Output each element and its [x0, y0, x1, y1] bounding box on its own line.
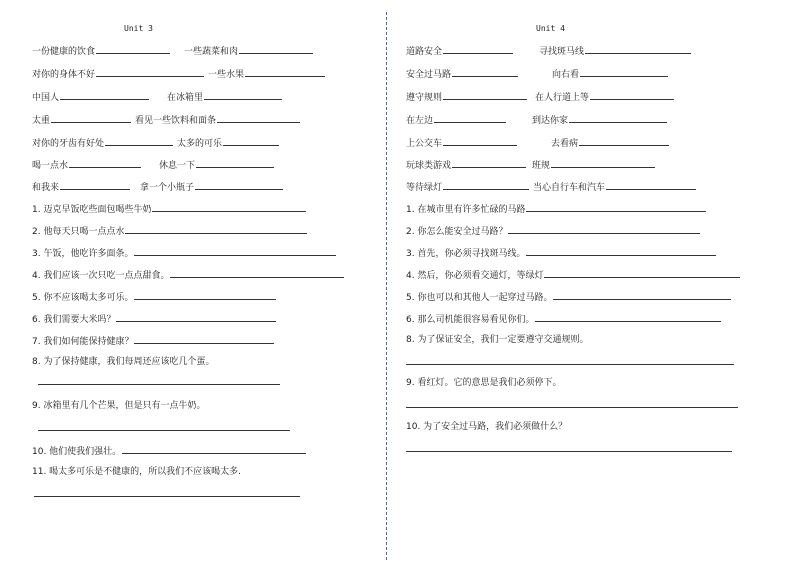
answer-blank[interactable] — [152, 202, 306, 212]
sentence-text: 6. 我们需要大米吗？ — [32, 315, 116, 325]
sentence-text: 8. 为了保证安全，我们一定要遵守交通规则。 — [406, 335, 589, 345]
answer-blank[interactable] — [508, 224, 700, 234]
phrase-label: 对你的身体不好 — [32, 70, 96, 80]
unit4-phrase-row — [406, 44, 691, 58]
unit4-phrase-row — [406, 158, 655, 172]
sentence-text: 11. 喝太多可乐是不健康的，所以我们不应该喝太多. — [32, 467, 242, 477]
answer-line[interactable] — [406, 407, 738, 408]
answer-blank[interactable] — [217, 113, 300, 123]
answer-blank[interactable] — [544, 268, 740, 278]
answer-blank[interactable] — [122, 444, 306, 454]
answer-line[interactable] — [34, 496, 300, 497]
sentence-text: 2. 他每天只喝一点点水 — [32, 227, 125, 237]
answer-blank[interactable] — [134, 246, 336, 256]
answer-line[interactable] — [38, 384, 280, 385]
phrase-label: 拿一个小瓶子 — [140, 183, 195, 193]
answer-blank[interactable] — [443, 136, 517, 146]
unit3-phrase-row — [32, 113, 300, 127]
unit4-phrase-row — [406, 180, 696, 194]
phrase-label: 太多的可乐 — [177, 139, 223, 149]
answer-blank[interactable] — [434, 113, 506, 123]
unit3-sentence — [32, 356, 214, 368]
sentence-text: 8. 为了保持健康，我们每周还应该吃几个蛋。 — [32, 357, 215, 367]
answer-blank[interactable] — [535, 312, 721, 322]
unit4-sentence — [406, 290, 731, 304]
answer-blank[interactable] — [204, 90, 282, 100]
sentence-text: 9. 冰箱里有几个芒果，但是只有一点牛奶。 — [32, 401, 206, 411]
unit4-phrase-row — [406, 67, 668, 81]
unit3-sentence — [32, 466, 241, 478]
unit3-phrase-row — [32, 44, 313, 58]
phrase-label: 道路安全 — [406, 47, 443, 57]
unit3-phrase-row — [32, 67, 325, 81]
phrase-label: 看见一些饮料和面条 — [135, 116, 217, 126]
unit4-sentence — [406, 224, 700, 238]
phrase-label: 在冰箱里 — [167, 93, 204, 103]
unit4-phrase-row — [406, 136, 669, 150]
answer-blank[interactable] — [69, 158, 141, 168]
unit3-sentence — [32, 290, 276, 304]
unit3-phrase-row — [32, 90, 282, 104]
answer-blank[interactable] — [245, 67, 325, 77]
unit3-sentence — [32, 224, 307, 238]
answer-blank[interactable] — [96, 67, 204, 77]
answer-blank[interactable] — [579, 136, 669, 146]
sentence-text: 10. 他们使我们强壮。 — [32, 447, 122, 457]
phrase-label: 向右看 — [552, 70, 580, 80]
phrase-label: 玩球类游戏 — [406, 161, 452, 171]
unit3-sentence — [32, 334, 274, 348]
sentence-text: 1. 在城市里有许多忙碌的马路 — [406, 205, 526, 215]
unit4-sentence — [406, 421, 567, 433]
answer-blank[interactable] — [452, 67, 518, 77]
unit4-sentence — [406, 312, 721, 326]
unit4-phrase-row — [406, 90, 674, 104]
answer-blank[interactable] — [526, 246, 716, 256]
answer-blank[interactable] — [134, 290, 276, 300]
sentence-text: 3. 午饭，他吃许多面条。 — [32, 249, 134, 259]
unit4-sentence — [406, 377, 561, 389]
phrase-label: 中国人 — [32, 93, 60, 103]
phrase-label: 去看病 — [551, 139, 579, 149]
unit4-phrase-row — [406, 113, 667, 127]
answer-line[interactable] — [38, 430, 290, 431]
answer-blank[interactable] — [60, 90, 149, 100]
answer-blank[interactable] — [580, 67, 668, 77]
sentence-text: 4. 然后，你必须看交通灯，等绿灯 — [406, 271, 544, 281]
sentence-text: 4. 我们应该一次只吃一点点甜食。 — [32, 271, 170, 281]
answer-blank[interactable] — [195, 180, 283, 190]
answer-blank[interactable] — [553, 290, 731, 300]
unit3-sentence — [32, 246, 336, 260]
answer-blank[interactable] — [239, 44, 313, 54]
answer-blank[interactable] — [96, 44, 170, 54]
phrase-label: 班规 — [532, 161, 551, 171]
sentence-text: 5. 你不应该喝太多可乐。 — [32, 293, 134, 303]
sentence-text: 7. 我们如何能保持健康？ — [32, 337, 134, 347]
unit4-column — [392, 0, 794, 561]
unit3-column — [0, 0, 384, 561]
unit3-sentence — [32, 444, 306, 458]
phrase-label: 遵守规则 — [406, 93, 443, 103]
answer-line[interactable] — [406, 451, 732, 452]
phrase-label: 上公交车 — [406, 139, 443, 149]
phrase-label: 等待绿灯 — [406, 183, 443, 193]
sentence-text: 10. 为了安全过马路，我们必须做什么？ — [406, 422, 568, 432]
unit4-sentence — [406, 268, 740, 282]
answer-blank[interactable] — [223, 136, 279, 146]
answer-blank[interactable] — [196, 158, 274, 168]
answer-blank[interactable] — [125, 224, 307, 234]
unit4-sentence — [406, 246, 716, 260]
unit4-title: Unit 4 — [536, 24, 565, 33]
unit3-sentence — [32, 202, 306, 216]
unit3-phrase-row — [32, 180, 283, 194]
phrase-label: 一些蔬菜和肉 — [184, 47, 239, 57]
unit4-sentence — [406, 334, 588, 346]
phrase-label: 喝一点水 — [32, 161, 69, 171]
phrase-label: 太重 — [32, 116, 51, 126]
phrase-label: 到达你家 — [532, 116, 569, 126]
unit3-phrase-row — [32, 158, 274, 172]
answer-blank[interactable] — [105, 136, 173, 146]
answer-blank[interactable] — [443, 90, 527, 100]
unit3-title: Unit 3 — [124, 24, 153, 33]
unit3-sentence — [32, 268, 344, 282]
answer-blank[interactable] — [606, 180, 696, 190]
column-divider — [386, 12, 387, 560]
answer-blank[interactable] — [51, 113, 131, 123]
phrase-label: 当心自行车和汽车 — [533, 183, 606, 193]
phrase-label: 和我来 — [32, 183, 60, 193]
answer-blank[interactable] — [60, 180, 130, 190]
phrase-label: 在人行道上等 — [535, 93, 590, 103]
unit4-sentence — [406, 202, 706, 216]
sentence-text: 9. 看红灯。它的意思是我们必须停下。 — [406, 378, 562, 388]
sentence-text: 5. 你也可以和其他人一起穿过马路。 — [406, 293, 553, 303]
sentence-text: 2. 你怎么能安全过马路？ — [406, 227, 508, 237]
unit3-phrase-row — [32, 136, 279, 150]
unit3-sentence — [32, 400, 205, 412]
phrase-label: 一份健康的饮食 — [32, 47, 96, 57]
answer-blank[interactable] — [443, 180, 529, 190]
phrase-label: 一些水果 — [208, 70, 245, 80]
phrase-label: 安全过马路 — [406, 70, 452, 80]
answer-blank[interactable] — [116, 312, 276, 322]
answer-blank[interactable] — [443, 44, 513, 54]
answer-blank[interactable] — [134, 334, 274, 344]
answer-blank[interactable] — [569, 113, 667, 123]
sentence-text: 1. 迈克早饭吃些面包喝些牛奶 — [32, 205, 152, 215]
answer-blank[interactable] — [526, 202, 706, 212]
answer-blank[interactable] — [551, 158, 655, 168]
sentence-text: 3. 首先，你必须寻找斑马线。 — [406, 249, 526, 259]
phrase-label: 寻找斑马线 — [539, 47, 585, 57]
answer-line[interactable] — [406, 364, 734, 365]
phrase-label: 休息一下 — [159, 161, 196, 171]
phrase-label: 在左边 — [406, 116, 434, 126]
answer-blank[interactable] — [585, 44, 691, 54]
answer-blank[interactable] — [170, 268, 344, 278]
answer-blank[interactable] — [590, 90, 674, 100]
phrase-label: 对你的牙齿有好处 — [32, 139, 105, 149]
sentence-text: 6. 那么司机能很容易看见你们。 — [406, 315, 535, 325]
unit3-sentence — [32, 312, 276, 326]
answer-blank[interactable] — [452, 158, 526, 168]
